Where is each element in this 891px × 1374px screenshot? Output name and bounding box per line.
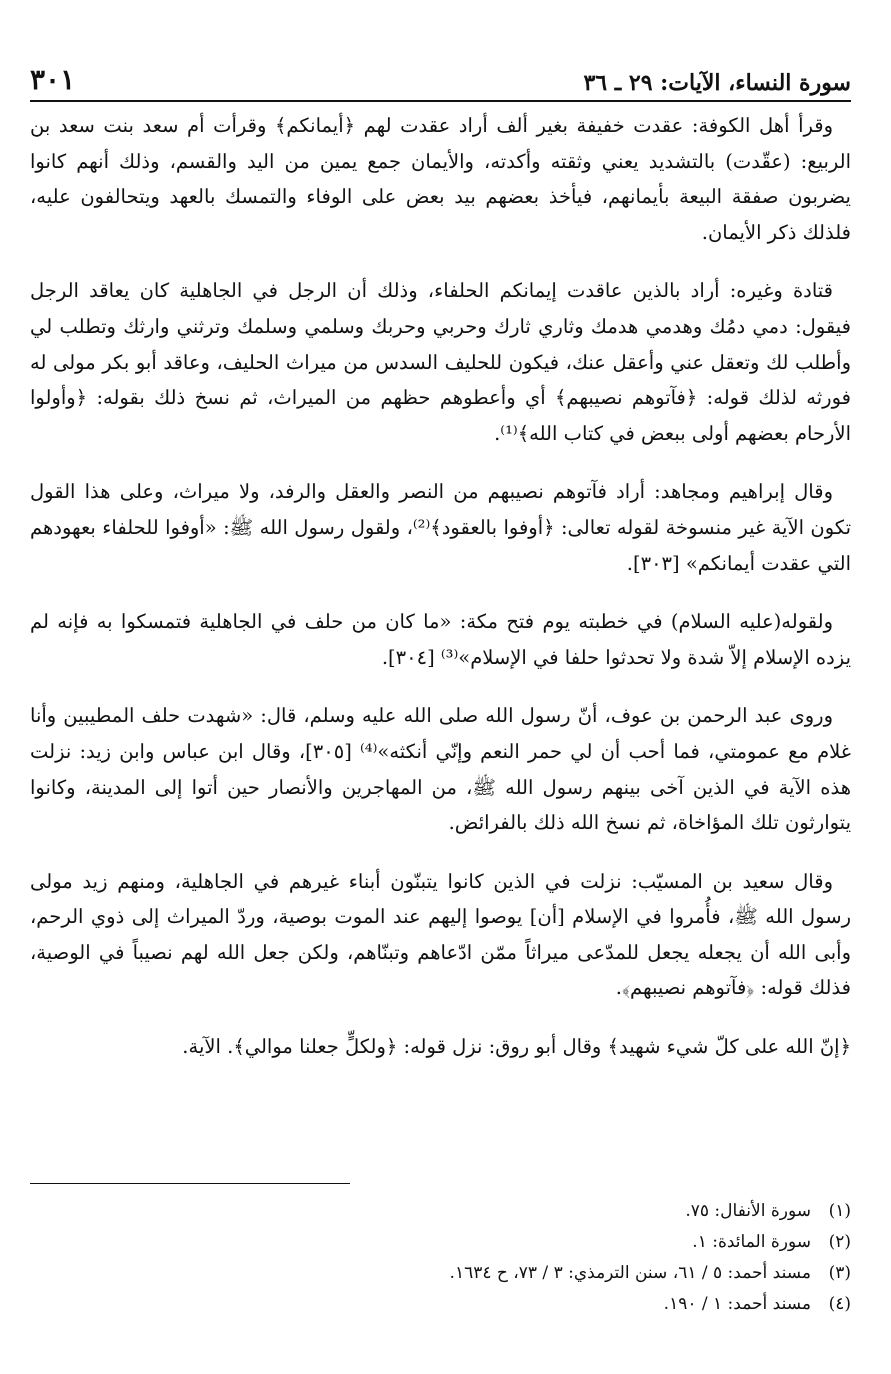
header-rule — [30, 100, 851, 102]
footnote-number: (١) — [828, 1201, 851, 1221]
footnote — [30, 1227, 851, 1258]
footnote — [30, 1196, 851, 1227]
footnote-text: مسند أحمد: ١ / ١٩٠. — [663, 1294, 811, 1314]
footnote-number: (٤) — [828, 1294, 851, 1314]
footnote-rule — [30, 1183, 350, 1184]
paragraph-5: وروى عبد الرحمن بن عوف، أنّ رسول الله صلى الله عليه وسلم، قال: «شهدت حلف المطيبين وأنا غلام مع عمومتي، فما أحب أن لي حمر النعم وإنّي أنكثه»⁽⁴⁾ [٣٠٥]، وقال ابن عباس وابن زيد: نزلت هذه الآية في الذين آخى بينهم رسول الله ﷺ، من المهاجرين والأنصار حين أتوا إلى المدينة، وكانوا يتوارثون تلك المؤاخاة، ثم نسخ الله ذلك بالفرائض. — [30, 704, 851, 835]
footnote — [30, 1289, 851, 1320]
footnote-text: سورة الأنفال: ٧٥. — [685, 1201, 811, 1221]
running-head — [30, 52, 851, 96]
footnote-text: سورة المائدة: ١. — [692, 1232, 811, 1252]
footnote-text: مسند أحمد: ٥ / ٦١، سنن الترمذي: ٣ / ٧٣، ح ١٦٣٤. — [449, 1263, 811, 1283]
page-number: ٣٠١ — [30, 63, 76, 96]
footnotes — [30, 1196, 851, 1320]
footnote — [30, 1258, 851, 1289]
running-title: سورة النساء، الآيات: ٢٩ ـ ٣٦ — [583, 70, 851, 96]
paragraph-3: وقال إبراهيم ومجاهد: أراد فآتوهم نصيبهم من النصر والعقل والرفد، ولا ميراث، وعلى هذا القول تكون الآية غير منسوخة لقوله تعالى: ﴿أوفوا بالعقود﴾⁽²⁾، ولقول رسول الله ﷺ: «أوفوا للحلفاء بعهودهم التي عقدت أيمانكم» [٣٠٣]. — [30, 480, 851, 575]
paragraph-6: وقال سعيد بن المسيّب: نزلت في الذين كانوا يتبنّون أبناء غيرهم في الجاهلية، ومنهم زيد مولى رسول الله ﷺ، فأُمروا في الإسلام [أن] يوصوا إليهم عند الموت بوصية، وردّ الميراث إلى ذوي الرحم، وأبى الله أن يجعله يجعل للمدّعى ميراثاً ممّن ادّعاهم وتبنّاهم، ولكن جعل الله لهم نصيباً في الوصية، فذلك قوله: ﴿فآتوهم نصيبهم﴾. — [30, 869, 851, 1000]
paragraph-1: وقرأ أهل الكوفة: عقدت خفيفة بغير ألف أراد عقدت لهم ﴿أيمانكم﴾ وقرأت أم سعد بنت سعد بن الربيع: (عقّدت) بالتشديد يعني وثقته وأكدته، والأيمان جمع يمين من اليد والقسم، وذلك أنهم كانوا يضربون صفقة البيعة بأيمانهم، فيأخذ بعضهم بيد بعض على الوفاء والتمسك بالعهد ويتحالفون عليه، فلذلك ذكر الأيمان. — [30, 114, 851, 244]
paragraph-7: ﴿إنّ الله على كلّ شيء شهيد﴾ وقال أبو روق: نزل قوله: ﴿ولكلٍّ جعلنا موالي﴾. الآية. — [182, 1035, 851, 1059]
paragraph-2: قتادة وغيره: أراد بالذين عاقدت إيمانكم الحلفاء، وذلك أن الرجل في الجاهلية كان يعاقد الرجل فيقول: دمي دمُك وهدمي هدمك وثاري ثارك وحربي وحربك وسلمي وسلمك وترثني وارثك وتطلب لي وأطلب لك وتعقل عني وأعقل عنك، فيكون للحليف السدس من ميراث الحليف، وعاقد أبو بكر مولى له فورثه لذلك قوله: ﴿فآتوهم نصيبهم﴾ أي وأعطوهم حظهم من الميراث، ثم نسخ ذلك بقوله: ﴿وأولوا الأرحام بعضهم أولى ببعض في كتاب الله﴾⁽¹⁾. — [30, 279, 851, 445]
main-text — [30, 108, 851, 1088]
paragraph-4: ولقوله(عليه السلام) في خطبته يوم فتح مكة: «ما كان من حلف في الجاهلية فتمسكوا به فإنه لم يزده الإسلام إلاّ شدة ولا تحدثوا حلفا في الإسلام»⁽³⁾ [٣٠٤]. — [30, 610, 851, 669]
footnote-number: (٣) — [828, 1263, 851, 1283]
footnote-number: (٢) — [828, 1232, 851, 1252]
